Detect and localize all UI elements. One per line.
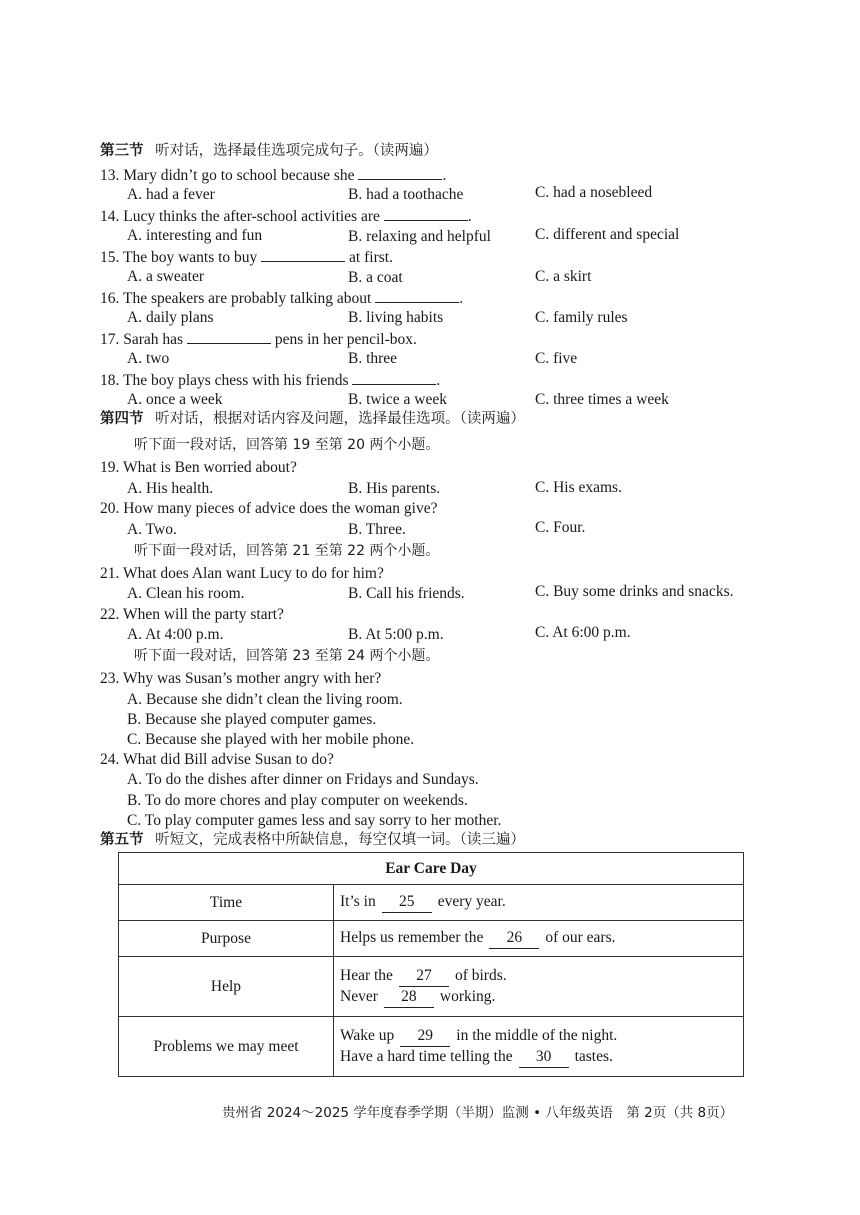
row-value: Wake up 29 in the middle of the night. Have a hard time telling the 30 tastes. xyxy=(334,1017,744,1077)
question-16: 16. The speakers are probably talking about . xyxy=(100,287,463,309)
option-c: C. family rules xyxy=(535,309,628,326)
dialogue-intro: 听下面一段对话，回答第 19 至第 20 两个小题。 xyxy=(134,437,440,453)
row-value: It’s in 25 every year. xyxy=(334,885,744,921)
table-row xyxy=(119,885,744,921)
option-a: A. Because she didn’t clean the living room. xyxy=(127,691,403,708)
section3-instruction: 听对话，选择最佳选项完成句子。（读两遍） xyxy=(155,143,438,159)
section3-header xyxy=(100,141,438,161)
question-19: 19. What is Ben worried about? xyxy=(100,459,297,476)
option-a: A. had a fever xyxy=(127,186,215,203)
option-b: B. relaxing and helpful xyxy=(348,228,491,245)
answer-blank-26: 26 xyxy=(489,928,539,949)
option-b: B. had a toothache xyxy=(348,186,464,203)
row-label: Purpose xyxy=(119,921,334,957)
dialogue-intro: 听下面一段对话，回答第 21 至第 22 两个小题。 xyxy=(134,543,440,559)
question-22: 22. When will the party start? xyxy=(100,606,284,623)
option-a: A. Clean his room. xyxy=(127,585,245,602)
option-a: A. His health. xyxy=(127,480,214,497)
row-label: Time xyxy=(119,885,334,921)
option-a: A. two xyxy=(127,350,170,367)
option-b: B. three xyxy=(348,350,398,367)
answer-blank xyxy=(375,287,459,303)
row-value: Helps us remember the 26 of our ears. xyxy=(334,921,744,957)
row-label: Problems we may meet xyxy=(119,1017,334,1077)
option-c: C. Because she played with her mobile phone. xyxy=(127,731,415,748)
section4-instruction: 听对话，根据对话内容及问题，选择最佳选项。（读两遍） xyxy=(155,411,525,427)
dialogue-intro: 听下面一段对话，回答第 23 至第 24 两个小题。 xyxy=(134,648,440,664)
option-b: B. Because she played computer games. xyxy=(127,711,377,728)
option-a: A. a sweater xyxy=(127,268,205,285)
table-row xyxy=(119,1017,744,1077)
answer-blank xyxy=(187,328,271,344)
answer-blank-27: 27 xyxy=(399,966,449,987)
section4-heading: 第四节 xyxy=(100,411,144,427)
question-23: 23. Why was Susan’s mother angry with her? xyxy=(100,670,382,687)
question-18: 18. The boy plays chess with his friends . xyxy=(100,369,440,391)
option-b: B. living habits xyxy=(348,309,444,326)
option-c: C. Buy some drinks and snacks. xyxy=(535,583,734,600)
question-20: 20. How many pieces of advice does the woman give? xyxy=(100,500,438,517)
option-b: B. twice a week xyxy=(348,391,447,408)
option-c: C. different and special xyxy=(535,226,680,243)
section3-heading: 第三节 xyxy=(100,143,144,159)
option-a: A. daily plans xyxy=(127,309,214,326)
row-label: Help xyxy=(119,957,334,1017)
question-24: 24. What did Bill advise Susan to do? xyxy=(100,751,334,768)
option-b: B. Three. xyxy=(348,521,406,538)
answer-blank-28: 28 xyxy=(384,987,434,1008)
section4-header xyxy=(100,409,525,429)
answer-blank-25: 25 xyxy=(382,892,432,913)
option-b: B. His parents. xyxy=(348,480,441,497)
table-title: Ear Care Day xyxy=(119,853,744,885)
ear-care-day-table xyxy=(118,852,744,1077)
option-b: B. At 5:00 p.m. xyxy=(348,626,444,643)
question-13: 13. Mary didn’t go to school because she . xyxy=(100,164,446,186)
option-a: A. interesting and fun xyxy=(127,227,263,244)
option-c: C. At 6:00 p.m. xyxy=(535,624,631,641)
option-c: C. Four. xyxy=(535,519,586,536)
option-b: B. Call his friends. xyxy=(348,585,465,602)
option-c: C. To play computer games less and say sorry to her mother. xyxy=(127,812,502,829)
section5-header xyxy=(100,830,525,850)
option-c: C. had a nosebleed xyxy=(535,184,653,201)
row-value: Hear the 27 of birds. Never 28 working. xyxy=(334,957,744,1017)
option-a: A. once a week xyxy=(127,391,223,408)
option-a: A. Two. xyxy=(127,521,177,538)
option-a: A. To do the dishes after dinner on Fridays and Sundays. xyxy=(127,771,479,788)
answer-blank xyxy=(358,164,442,180)
table-row xyxy=(119,957,744,1017)
answer-blank xyxy=(261,246,345,262)
answer-blank-29: 29 xyxy=(400,1026,450,1047)
question-15: 15. The boy wants to buy at first. xyxy=(100,246,393,268)
option-b: B. To do more chores and play computer on weekends. xyxy=(127,792,468,809)
option-c: C. three times a week xyxy=(535,391,669,408)
question-21: 21. What does Alan want Lucy to do for him? xyxy=(100,565,384,582)
option-c: C. His exams. xyxy=(535,479,622,496)
answer-blank-30: 30 xyxy=(519,1047,569,1068)
option-a: A. At 4:00 p.m. xyxy=(127,626,224,643)
answer-blank xyxy=(384,205,468,221)
option-c: C. five xyxy=(535,350,578,367)
table-row xyxy=(119,921,744,957)
option-b: B. a coat xyxy=(348,269,403,286)
section5-heading: 第五节 xyxy=(100,832,144,848)
question-17: 17. Sarah has pens in her pencil-box. xyxy=(100,328,417,350)
answer-blank xyxy=(352,369,436,385)
page-footer: 贵州省 2024～2025 学年度春季学期（半期）监测 • 八年级英语 第 2页（共 8页） xyxy=(222,1105,734,1121)
option-c: C. a skirt xyxy=(535,268,592,285)
section5-instruction: 听短文，完成表格中所缺信息，每空仅填一词。（读三遍） xyxy=(155,832,525,848)
question-14: 14. Lucy thinks the after-school activities are . xyxy=(100,205,472,227)
